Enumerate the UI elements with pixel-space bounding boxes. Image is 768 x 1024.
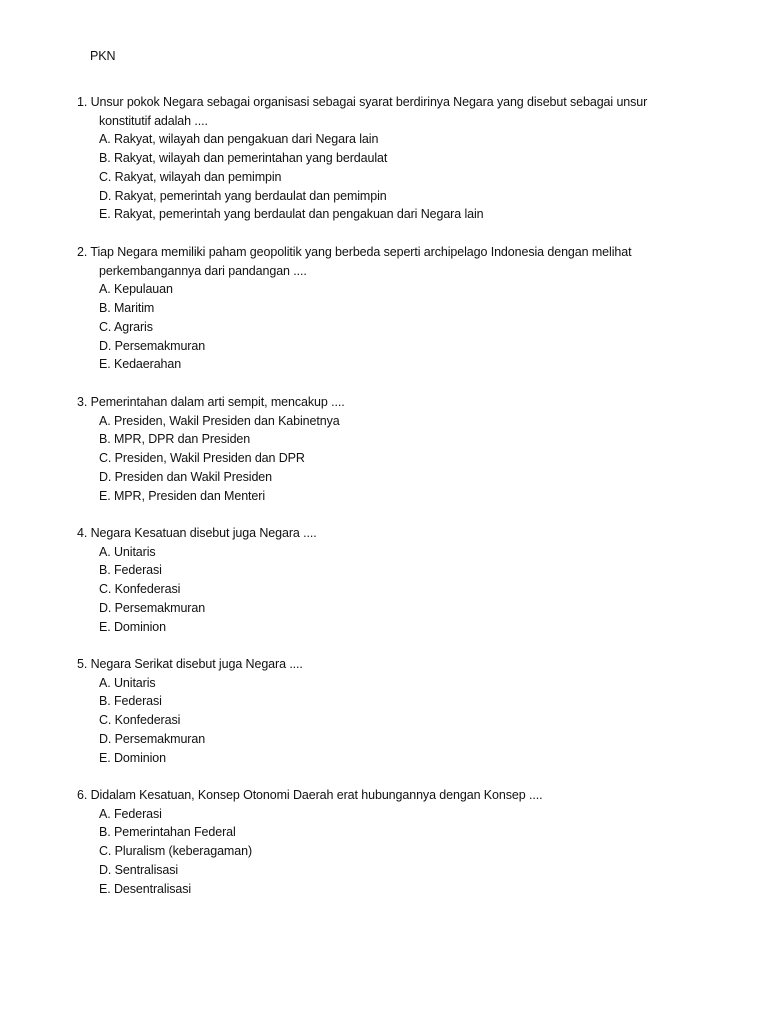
question-5-options	[77, 674, 677, 768]
question-1-option-d: D. Rakyat, pemerintah yang berdaulat dan pemimpin	[99, 188, 387, 203]
question-6-option-b: B. Pemerintahan Federal	[99, 825, 236, 840]
question-6-number: 6.	[77, 788, 88, 802]
question-5-text-line-1	[77, 655, 677, 674]
question-5-option-e: E. Dominion	[99, 750, 166, 765]
question-1-options	[77, 130, 677, 224]
question-2-number: 2.	[77, 245, 88, 259]
question-3-text: Pemerintahan dalam arti sempit, mencakup ....	[90, 395, 345, 409]
question-4-text: Negara Kesatuan disebut juga Negara ....	[90, 526, 317, 540]
question-3-number: 3.	[77, 395, 88, 409]
question-5	[77, 655, 677, 767]
question-1	[77, 93, 677, 224]
question-1-option-e: E. Rakyat, pemerintah yang berdaulat dan pengakuan dari Negara lain	[99, 207, 484, 222]
question-6-option-e: E. Desentralisasi	[99, 881, 192, 896]
question-3-option-e: E. MPR, Presiden dan Menteri	[99, 488, 266, 503]
question-1-text: Unsur pokok Negara sebagai organisasi sebagai syarat berdirinya Negara yang disebut sebagai unsur	[90, 95, 648, 109]
question-5-option-d: D. Persemakmuran	[99, 731, 206, 746]
question-5-text: Negara Serikat disebut juga Negara ....	[90, 657, 303, 671]
question-6-text: Didalam Kesatuan, Konsep Otonomi Daerah erat hubungannya dengan Konsep ....	[90, 788, 543, 802]
question-2-option-c: C. Agraris	[99, 319, 153, 334]
question-1-option-c: C. Rakyat, wilayah dan pemimpin	[99, 169, 282, 184]
question-2-option-e: E. Kedaerahan	[99, 357, 182, 372]
question-4-option-a: A. Unitaris	[99, 544, 156, 559]
question-2-text-line-2: perkembangannya dari pandangan ....	[99, 263, 307, 278]
question-3-option-a: A. Presiden, Wakil Presiden dan Kabinetnya	[99, 413, 340, 428]
question-1-option-b: B. Rakyat, wilayah dan pemerintahan yang berdaulat	[99, 151, 388, 166]
question-1-option-a: A. Rakyat, wilayah dan pengakuan dari Negara lain	[99, 132, 379, 147]
question-3-option-b: B. MPR, DPR dan Presiden	[99, 432, 251, 447]
question-2-option-d: D. Persemakmuran	[99, 338, 206, 353]
question-4-text-line-1	[77, 524, 677, 543]
question-4	[77, 524, 677, 636]
question-5-option-a: A. Unitaris	[99, 675, 156, 690]
question-4-option-d: D. Persemakmuran	[99, 600, 206, 615]
question-4-options	[77, 543, 677, 637]
question-4-option-c: C. Konfederasi	[99, 582, 181, 597]
question-3-text-line-1	[77, 393, 677, 412]
question-3-option-d: D. Presiden dan Wakil Presiden	[99, 469, 273, 484]
question-4-option-b: B. Federasi	[99, 563, 162, 578]
question-6-options	[77, 805, 677, 899]
question-5-option-b: B. Federasi	[99, 694, 162, 709]
question-2	[77, 243, 677, 374]
question-6-option-d: D. Sentralisasi	[99, 862, 179, 877]
question-5-number: 5.	[77, 657, 88, 671]
question-3	[77, 393, 677, 505]
question-4-option-e: E. Dominion	[99, 619, 166, 634]
question-6-option-a: A. Federasi	[99, 806, 162, 821]
question-2-options	[77, 280, 677, 374]
question-2-option-a: A. Kepulauan	[99, 282, 173, 297]
question-2-option-b: B. Maritim	[99, 301, 155, 316]
question-4-number: 4.	[77, 526, 88, 540]
question-3-option-c: C. Presiden, Wakil Presiden dan DPR	[99, 451, 305, 466]
question-6-option-c: C. Pluralism (keberagaman)	[99, 844, 253, 859]
document-title: PKN	[90, 49, 116, 63]
question-2-text: Tiap Negara memiliki paham geopolitik yang berbeda seperti archipelago Indonesia dengan melihat	[90, 245, 632, 259]
question-1-text-line-2: konstitutif adalah ....	[99, 113, 208, 128]
question-1-text-line-1	[77, 93, 677, 112]
question-5-option-c: C. Konfederasi	[99, 713, 181, 728]
question-2-text-line-1	[77, 243, 677, 262]
question-6	[77, 786, 677, 898]
question-1-number: 1.	[77, 95, 88, 109]
question-3-options	[77, 412, 677, 506]
question-6-text-line-1	[77, 786, 677, 805]
